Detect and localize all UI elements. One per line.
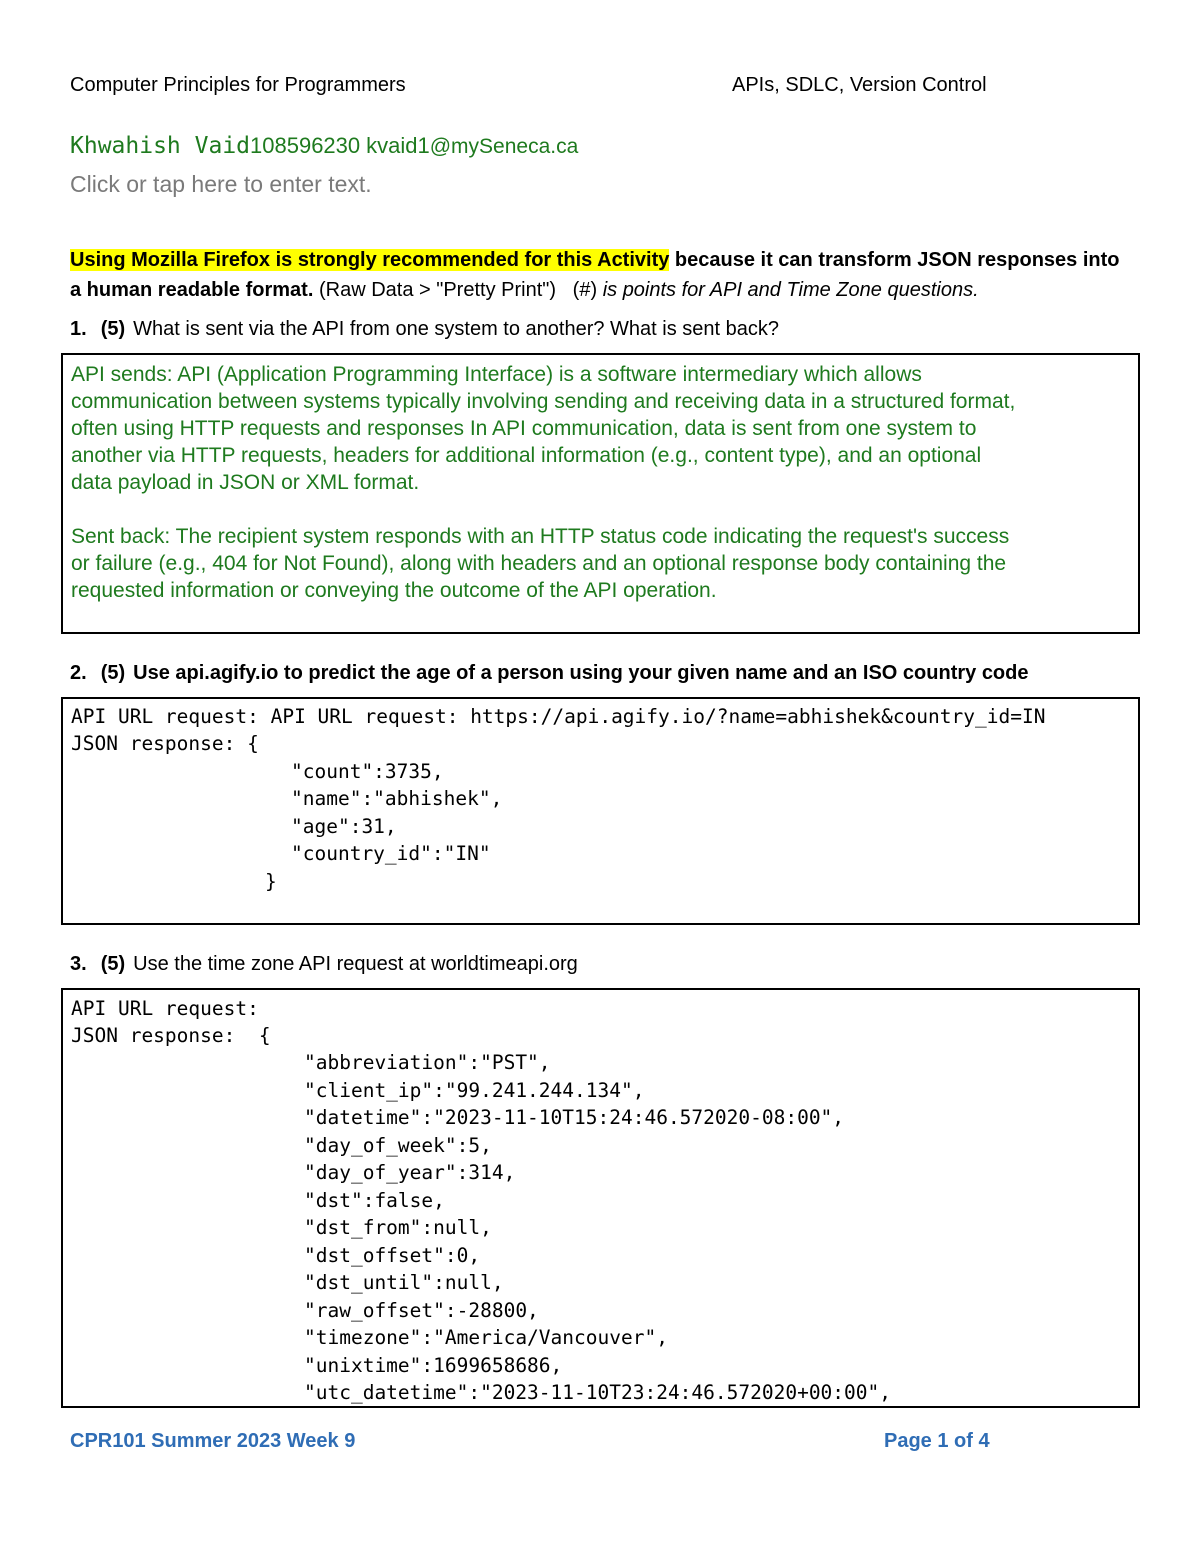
q2-url-label: API URL request: <box>71 705 259 728</box>
q1-number: 1. <box>70 318 87 340</box>
q1-text: What is sent via the API from one system to another? What is sent back? <box>133 318 779 340</box>
footer-page-number: Page 1 of 4 <box>884 1430 990 1452</box>
q2-number: 2. <box>70 662 87 684</box>
firefox-highlight: Using Mozilla Firefox is strongly recommended for this Activity <box>70 249 670 271</box>
q2-json-line: "country_id":"IN" <box>291 842 491 865</box>
q3-number: 3. <box>70 953 87 975</box>
q1-answer-line: API sends: API (Application Programming Interface) is a software intermediary which allows <box>71 363 922 386</box>
q3-json-line: "datetime":"2023-11-10T15:24:46.572020-08:00", <box>304 1106 845 1129</box>
intro-line-2 <box>70 279 979 302</box>
q3-json-line: "raw_offset":-28800, <box>304 1299 539 1322</box>
q1-answer-line: requested information or conveying the outcome of the API operation. <box>71 579 717 602</box>
q3-text: Use the time zone API request at worldtimeapi.org <box>133 953 578 975</box>
q3-answer-box[interactable] <box>61 988 1140 1408</box>
student-info <box>70 133 578 159</box>
q1-points: (5) <box>100 318 126 340</box>
q2-url-line <box>71 703 1045 731</box>
question-2 <box>70 662 1029 685</box>
q2-json-line: "name":"abhishek", <box>291 787 503 810</box>
q3-json-line: "abbreviation":"PST", <box>304 1051 551 1074</box>
header-topic: APIs, SDLC, Version Control <box>732 74 987 96</box>
q1-answer-line: data payload in JSON or XML format. <box>71 471 420 494</box>
q2-json-close: } <box>265 870 277 893</box>
q3-json-line: "timezone":"America/Vancouver", <box>304 1326 668 1349</box>
q3-json-line: "dst_until":null, <box>304 1271 504 1294</box>
student-name: Khwahish Vaid <box>70 133 251 159</box>
q3-json-line: "day_of_week":5, <box>304 1134 492 1157</box>
q2-json-line: "count":3735, <box>291 760 444 783</box>
intro-italic: is points for API and Time Zone questions. <box>602 279 979 301</box>
student-email-user: kvaid1 <box>366 133 430 158</box>
q2-answer-box[interactable] <box>61 697 1140 925</box>
q3-json-line: "utc_datetime":"2023-11-10T23:24:46.572020+00:00", <box>304 1381 891 1404</box>
footer-course: CPR101 Summer 2023 Week 9 <box>70 1430 356 1452</box>
intro-bold-2: a human readable format. <box>70 279 314 301</box>
q3-json-line: "unixtime":1699658686, <box>304 1354 563 1377</box>
q3-points: (5) <box>100 953 126 975</box>
q2-url-label-2: API URL request: <box>270 705 459 728</box>
q3-json-line: "day_of_year":314, <box>304 1161 516 1184</box>
intro-normal: (Raw Data > "Pretty Print") (#) <box>313 279 603 301</box>
q1-answer-line: another via HTTP requests, headers for additional information (e.g., content type), and an optional <box>71 444 982 467</box>
q1-answer-text <box>71 361 1015 604</box>
q1-answer-line: communication between systems typically involving sending and receiving data in a structured format, <box>71 390 1016 413</box>
q2-json-line: "age":31, <box>291 815 397 838</box>
intro-line-1 <box>70 249 1120 272</box>
q2-json-label: JSON response: { <box>71 732 259 755</box>
q1-answer-box[interactable] <box>61 353 1140 634</box>
q2-text: Use api.agify.io to predict the age of a person using your given name and an ISO country code <box>133 662 1029 684</box>
question-3 <box>70 953 578 976</box>
question-1 <box>70 318 779 341</box>
q3-json-line: "dst":false, <box>304 1189 445 1212</box>
student-id: 108596230 <box>250 133 361 158</box>
q1-answer-line: often using HTTP requests and responses In API communication, data is sent from one system to <box>71 417 977 440</box>
q3-json-line: "dst_offset":0, <box>304 1244 481 1267</box>
student-email-domain: @mySeneca.ca <box>429 135 579 158</box>
q1-answer-blank <box>71 496 1015 523</box>
q3-url-label: API URL request: <box>71 997 259 1020</box>
q3-json-line: "client_ip":"99.241.244.134", <box>304 1079 645 1102</box>
intro-bold-1: because it can transform JSON responses into <box>669 249 1120 271</box>
q1-answer-line: Sent back: The recipient system responds with an HTTP status code indicating the request's success <box>71 525 1010 548</box>
header-course-title: Computer Principles for Programmers <box>70 74 406 96</box>
q2-url[interactable]: https://api.agify.io/?name=abhishek&country_id=IN <box>470 705 1046 728</box>
q3-json-label: JSON response: { <box>71 1024 271 1047</box>
text-placeholder-field[interactable]: Click or tap here to enter text. <box>70 171 372 197</box>
q2-points: (5) <box>100 662 126 684</box>
q3-json-line: "dst_from":null, <box>304 1216 492 1239</box>
q1-answer-line: or failure (e.g., 404 for Not Found), along with headers and an optional response body containing the <box>71 552 1007 575</box>
